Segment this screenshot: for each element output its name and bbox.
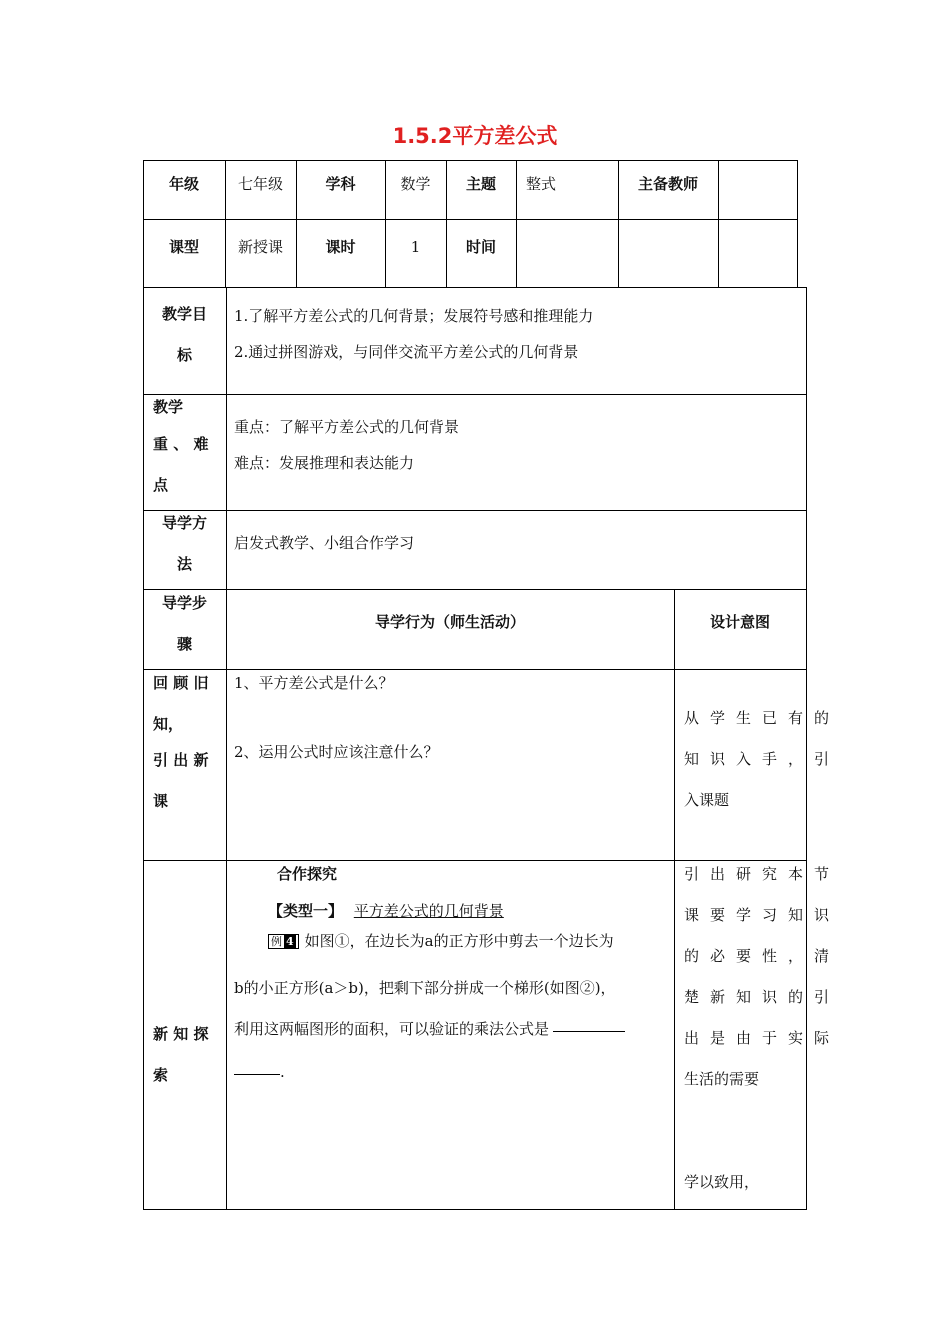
explore-label: 新 知 探 xyxy=(153,1025,209,1043)
review-question: 1、平方差公式是什么？ xyxy=(234,674,394,692)
teacher-label: 主备教师 xyxy=(637,175,698,193)
review-intent-line: 知识入手，引 xyxy=(684,750,841,768)
explore-intent-line: 的必要性，清 xyxy=(684,947,841,965)
key-point-item: 难点：发展推理和表达能力 xyxy=(234,454,415,472)
keypoints-label-3: 点 xyxy=(153,476,169,494)
example-line: 利用这两幅图形的面积，可以验证的乘法公式是 xyxy=(234,1022,625,1037)
type-heading xyxy=(268,904,504,919)
explore-intent-extra: 学以致用， xyxy=(684,1173,760,1191)
example-badge: 例 4 xyxy=(268,934,299,949)
key-point-item: 重点：了解平方差公式的几何背景 xyxy=(234,418,460,436)
review-question: 2、运用公式时应该注意什么？ xyxy=(234,743,439,761)
steps-label: 导学步 xyxy=(161,594,207,612)
goal-item: 1.了解平方差公式的几何背景；发展符号感和推理能力 xyxy=(234,307,594,325)
explore-intent-line: 课要学习知识 xyxy=(684,906,841,924)
subject-label: 学科 xyxy=(325,175,356,193)
example-line: b的小正方形(a＞b)，把剩下部分拼成一个梯形(如图②)， xyxy=(234,979,616,997)
goals-label-2: 标 xyxy=(176,346,192,364)
explore-intent-line: 出是由于实际 xyxy=(684,1029,841,1047)
steps-label-2: 骤 xyxy=(176,635,192,653)
type-label: 课型 xyxy=(168,238,199,256)
explore-intent-line: 生活的需要 xyxy=(684,1070,760,1088)
subject-value: 数学 xyxy=(400,175,431,193)
goals-label: 教学目 xyxy=(161,305,207,323)
type-tag: 【类型一】 xyxy=(268,902,344,920)
explore-intent-line: 楚新知识的引 xyxy=(684,988,841,1006)
activity-header: 导学行为（师生活动） xyxy=(374,613,525,631)
review-label-4: 课 xyxy=(153,792,169,810)
example-end: . xyxy=(234,1065,285,1080)
example-line: 例 4 如图①，在边长为a的正方形中剪去一个边长为 xyxy=(268,934,614,949)
method-text: 启发式教学、小组合作学习 xyxy=(234,534,415,552)
type-title: 平方差公式的几何背景 xyxy=(353,902,504,920)
review-label-2: 知， xyxy=(153,715,184,733)
goal-item: 2.通过拼图游戏，与同伴交流平方差公式的几何背景 xyxy=(234,343,579,361)
intent-header: 设计意图 xyxy=(709,613,770,631)
page-title: 1.5.2平方差公式 xyxy=(392,124,558,148)
explore-heading: 合作探究 xyxy=(277,865,338,883)
review-label: 回 顾 旧 xyxy=(153,674,209,692)
keypoints-label-2: 重 、 难 xyxy=(153,435,209,453)
hours-label: 课时 xyxy=(325,238,356,256)
method-label: 导学方 xyxy=(161,514,207,532)
review-label-3: 引 出 新 xyxy=(153,751,209,769)
type-value: 新授课 xyxy=(237,238,283,256)
review-intent-line: 入课题 xyxy=(684,791,730,809)
grade-value: 七年级 xyxy=(237,175,283,193)
method-label-2: 法 xyxy=(176,555,192,573)
hours-value: 1 xyxy=(410,238,421,256)
explore-label-2: 索 xyxy=(153,1066,169,1084)
keypoints-label: 教学 xyxy=(153,398,184,416)
grade-label: 年级 xyxy=(168,175,199,193)
time-label: 时间 xyxy=(465,238,496,256)
explore-intent-line: 引出研究本节 xyxy=(684,865,841,883)
review-intent-line: 从学生已有的 xyxy=(684,709,841,727)
answer-blank[interactable] xyxy=(553,1031,625,1032)
topic-value: 整式 xyxy=(526,175,557,193)
answer-blank-2[interactable] xyxy=(234,1074,280,1075)
topic-label: 主题 xyxy=(465,175,496,193)
